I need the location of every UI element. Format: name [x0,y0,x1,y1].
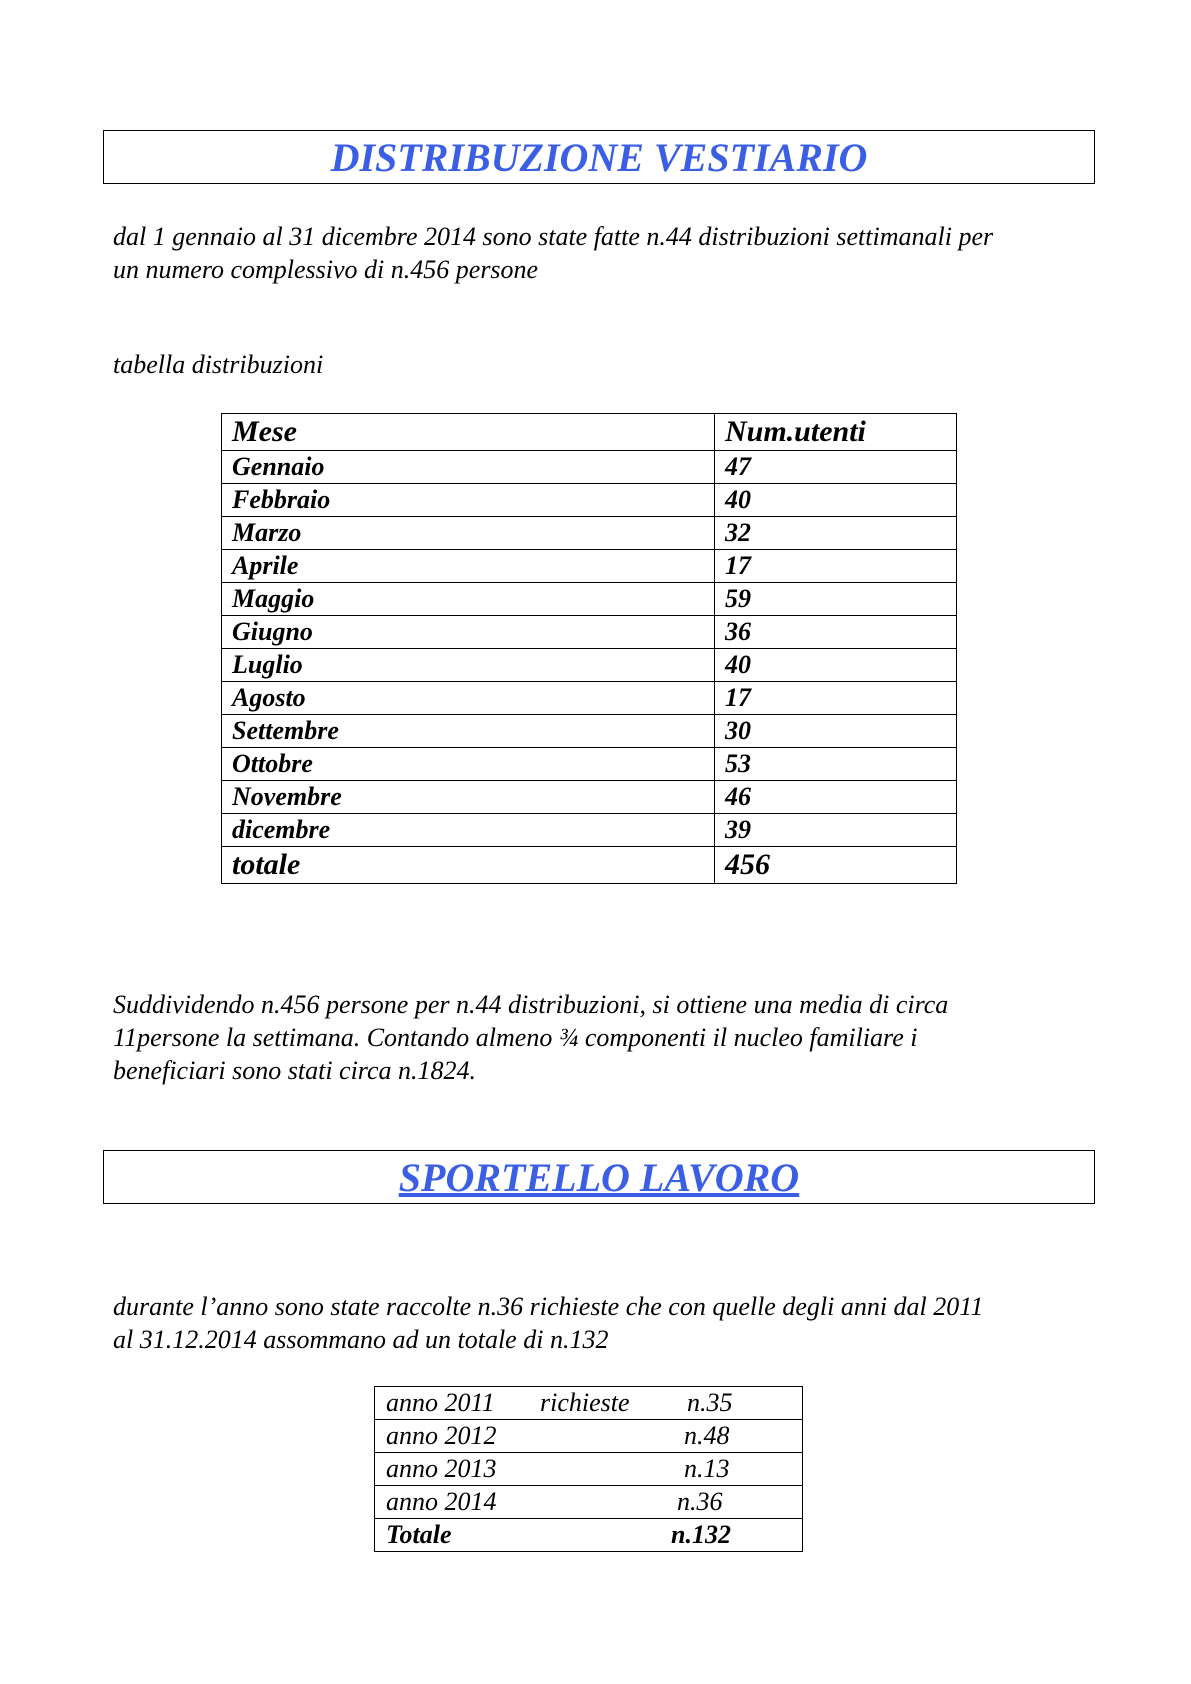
users-cell: 47 [715,451,957,484]
table-row [222,616,957,649]
table-row [222,715,957,748]
users-cell: 39 [715,814,957,847]
summary-line-2: 11persone la settimana. Contando almeno ¾ componenti il nucleo familiare i [113,1023,918,1052]
month-cell: Agosto [222,682,715,715]
users-cell: 59 [715,583,957,616]
table-row [222,781,957,814]
year-label: anno 2014 [386,1487,497,1516]
month-cell: Gennaio [222,451,715,484]
month-cell: Febbraio [222,484,715,517]
summary-line-1: Suddividendo n.456 persone per n.44 distribuzioni, si ottiene una media di circa [113,990,949,1019]
section-title-box-lavoro [103,1150,1095,1204]
table-row [222,682,957,715]
users-cell: 30 [715,715,957,748]
users-cell: 32 [715,517,957,550]
users-cell: 17 [715,550,957,583]
requests-count: n.36 [677,1487,723,1516]
table-row [222,583,957,616]
year-label: anno 2012 [386,1421,497,1450]
table-row [375,1420,803,1453]
table-row [222,748,957,781]
month-cell: Marzo [222,517,715,550]
distribution-table [221,413,957,884]
month-cell: Aprile [222,550,715,583]
section-title-lavoro: SPORTELLO LAVORO [398,1155,800,1200]
month-cell: Settembre [222,715,715,748]
table-total-row [222,847,957,884]
month-cell: Giugno [222,616,715,649]
table-header-row [222,414,957,451]
table-row [222,814,957,847]
table-total-row [375,1519,803,1552]
month-cell: Luglio [222,649,715,682]
requests-count: n.13 [684,1454,730,1483]
users-cell: 46 [715,781,957,814]
total-label: totale [222,847,715,884]
table-caption: tabella distribuzioni [113,350,324,379]
users-cell: 17 [715,682,957,715]
header-users: Num.utenti [715,414,957,451]
month-cell: dicembre [222,814,715,847]
table-row [375,1453,803,1486]
requests-label: richieste [540,1388,630,1417]
users-cell: 40 [715,649,957,682]
users-cell: 53 [715,748,957,781]
total-count: n.132 [671,1520,731,1549]
table-row [222,649,957,682]
users-cell: 40 [715,484,957,517]
month-cell: Ottobre [222,748,715,781]
year-label: anno 2011 [386,1388,495,1417]
total-value: 456 [715,847,957,884]
table-row [222,484,957,517]
users-cell: 36 [715,616,957,649]
table-row [222,550,957,583]
intro-line-2: un numero complessivo di n.456 persone [113,255,539,284]
section-title-vestiario: DISTRIBUZIONE VESTIARIO [330,135,868,180]
header-month: Mese [222,414,715,451]
requests-count: n.48 [684,1421,730,1450]
month-cell: Novembre [222,781,715,814]
total-label: Totale [386,1520,452,1549]
requests-count: n.35 [687,1388,733,1417]
table-row [375,1486,803,1519]
summary-line-3: beneficiari sono stati circa n.1824. [113,1056,476,1085]
year-label: anno 2013 [386,1454,497,1483]
lavoro-intro-line-1: durante l’anno sono state raccolte n.36 richieste che con quelle degli anni dal 2011 [113,1292,984,1321]
section-title-box-vestiario [103,130,1095,184]
requests-table [374,1386,803,1552]
table-row [222,517,957,550]
month-cell: Maggio [222,583,715,616]
table-row [375,1387,803,1420]
lavoro-intro-line-2: al 31.12.2014 assommano ad un totale di n.132 [113,1325,609,1354]
table-row [222,451,957,484]
intro-line-1: dal 1 gennaio al 31 dicembre 2014 sono state fatte n.44 distribuzioni settimanali per [113,222,994,251]
